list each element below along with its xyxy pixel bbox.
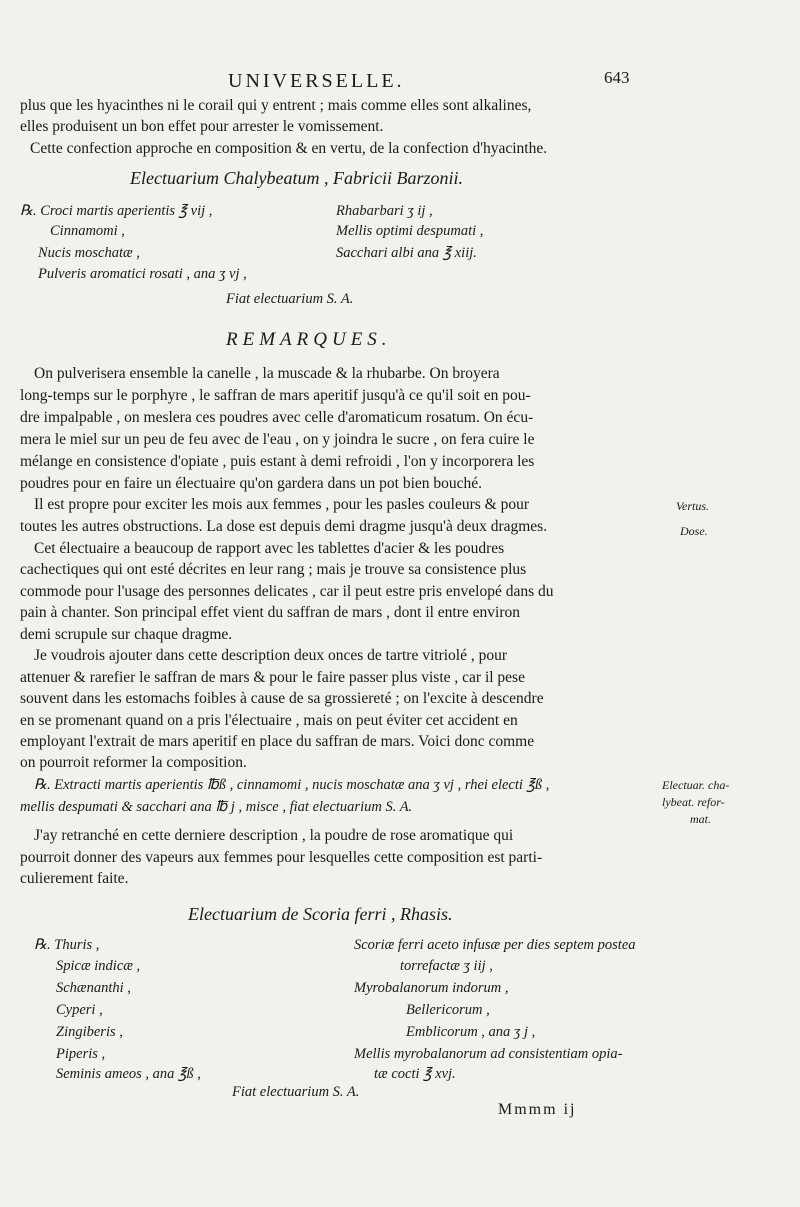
paragraph-line: on pourroit reformer la composition.	[20, 754, 247, 771]
margin-note-reform: Electuar. cha-	[662, 778, 730, 792]
ingredient: Seminis ameos , ana ℥ß ,	[56, 1066, 201, 1082]
paragraph-line: culierement faite.	[20, 870, 129, 887]
paragraph-line: en se promenant quand on a pris l'électuaire , mais on peut éviter cet accident en	[20, 712, 518, 729]
paragraph-line: attenuer & rarefier le saffran de mars & pour le faire passer plus viste , car il pese	[20, 669, 525, 686]
recipe-title: Electuarium Chalybeatum , Fabricii Barzonii.	[130, 168, 463, 188]
ingredient: Schænanthi ,	[56, 980, 131, 996]
ingredient: Cinnamomi ,	[50, 223, 125, 239]
paragraph-line: demi scrupule sur chaque dragme.	[20, 626, 233, 643]
ingredient: ℞. Thuris ,	[34, 937, 100, 953]
ingredient: torrefactæ ʒ iij ,	[400, 958, 493, 974]
ingredient: Scoriæ ferri aceto infusæ per dies septem postea	[354, 937, 636, 953]
ingredient: Bellericorum ,	[406, 1002, 490, 1018]
paragraph-line: dre impalpable , on meslera ces poudres avec celle d'aromaticum rosatum. On écu-	[20, 409, 534, 426]
paragraph-line: employant l'extrait de mars aperitif en place du saffran de mars. Voici donc comme	[20, 733, 535, 750]
paragraph-line: toutes les autres obstructions. La dose est depuis demi dragme jusqu'à deux dragmes.	[20, 518, 548, 535]
fiat-line: Fiat electuarium S. A.	[226, 291, 354, 307]
page-number: 643	[604, 68, 630, 87]
paragraph-line: mera le miel sur un peu de feu avec de l'eau , on y joindra le sucre , on fera cuire le	[20, 431, 535, 448]
intro-line: Cette confection approche en composition & en vertu, de la confection d'hyacinthe.	[30, 140, 548, 157]
paragraph-line: Il est propre pour exciter les mois aux femmes , pour les pasles couleurs & pour	[34, 496, 530, 513]
ingredient: Emblicorum , ana ʒ j ,	[406, 1024, 536, 1040]
ingredient: Nucis moschatæ ,	[38, 245, 140, 261]
ingredient: Cyperi ,	[56, 1002, 103, 1018]
paragraph-line: Cet électuaire a beaucoup de rapport avec les tablettes d'acier & les poudres	[34, 540, 505, 557]
margin-note-reform: lybeat. refor-	[662, 795, 725, 809]
running-title: UNIVERSELLE.	[228, 70, 405, 92]
ingredient: tæ cocti ℥ xvj.	[374, 1066, 456, 1082]
paragraph-line: cachectiques qui ont esté décrites en leur rang ; mais je trouve sa consistence plus	[20, 561, 527, 578]
ingredient: Zingiberis ,	[56, 1024, 123, 1040]
ingredient: Mellis optimi despumati ,	[336, 223, 484, 239]
ingredient: Piperis ,	[56, 1046, 106, 1062]
ingredient: Rhabarbari ʒ ij ,	[336, 203, 433, 219]
margin-note-vertus: Vertus.	[676, 499, 709, 513]
paragraph-line: On pulverisera ensemble la canelle , la muscade & la rhubarbe. On broyera	[34, 365, 500, 382]
ingredient: Mellis myrobalanorum ad consistentiam opia-	[354, 1046, 623, 1062]
signature-mark: Mmmm ij	[498, 1101, 577, 1118]
formula-line: ℞. Extracti martis aperientis ℔ß , cinnamomi , nucis moschatæ ana ʒ vj , rhei electi ℥ß ,	[34, 777, 550, 793]
paragraph-line: J'ay retranché en cette derniere description , la poudre de rose aromatique qui	[34, 827, 514, 844]
paragraph-line: pourroit donner des vapeurs aux femmes pour lesquelles cette composition est parti-	[20, 849, 543, 866]
paragraph-line: Je voudrois ajouter dans cette description deux onces de tartre vitriolé , pour	[34, 647, 508, 664]
intro-line: elles produisent un bon effet pour arrester le vomissement.	[20, 118, 384, 135]
remarques-heading: REMARQUES.	[226, 329, 392, 350]
recipe-title: Electuarium de Scoria ferri , Rhasis.	[188, 904, 453, 924]
ingredient: Myrobalanorum indorum ,	[354, 980, 509, 996]
formula-line: mellis despumati & sacchari ana ℔ j , misce , fiat electuarium S. A.	[20, 799, 413, 815]
ingredient: Spicæ indicæ ,	[56, 958, 141, 974]
paragraph-line: long-temps sur le porphyre , le saffran de mars aperitif jusqu'à ce qu'il soit en pou-	[20, 387, 531, 404]
ingredient: Pulveris aromatici rosati , ana ʒ vj ,	[38, 266, 247, 282]
intro-line: plus que les hyacinthes ni le corail qui y entrent ; mais comme elles sont alkalines,	[20, 97, 532, 114]
paragraph-line: commode pour l'usage des personnes delicates , car il peut estre pris envelopé dans du	[20, 583, 554, 600]
paragraph-line: mélange en consistence d'opiate , puis estant à demi refroidi , l'on y incorporera les	[20, 453, 535, 470]
ingredient: Sacchari albi ana ℥ xiij.	[336, 245, 477, 261]
ingredient: ℞. Croci martis aperientis ℥ vij ,	[20, 203, 213, 219]
paragraph-line: souvent dans les estomachs foibles à cause de sa grossiereté ; on l'excite à descendre	[20, 690, 544, 707]
fiat-line: Fiat electuarium S. A.	[232, 1084, 360, 1100]
paragraph-line: poudres pour en faire un électuaire qu'on gardera dans un pot bien bouché.	[20, 475, 483, 492]
margin-note-reform: mat.	[690, 812, 711, 826]
margin-note-dose: Dose.	[680, 524, 708, 538]
paragraph-line: pain à chanter. Son principal effet vient du saffran de mars , dont il entre environ	[20, 604, 521, 621]
